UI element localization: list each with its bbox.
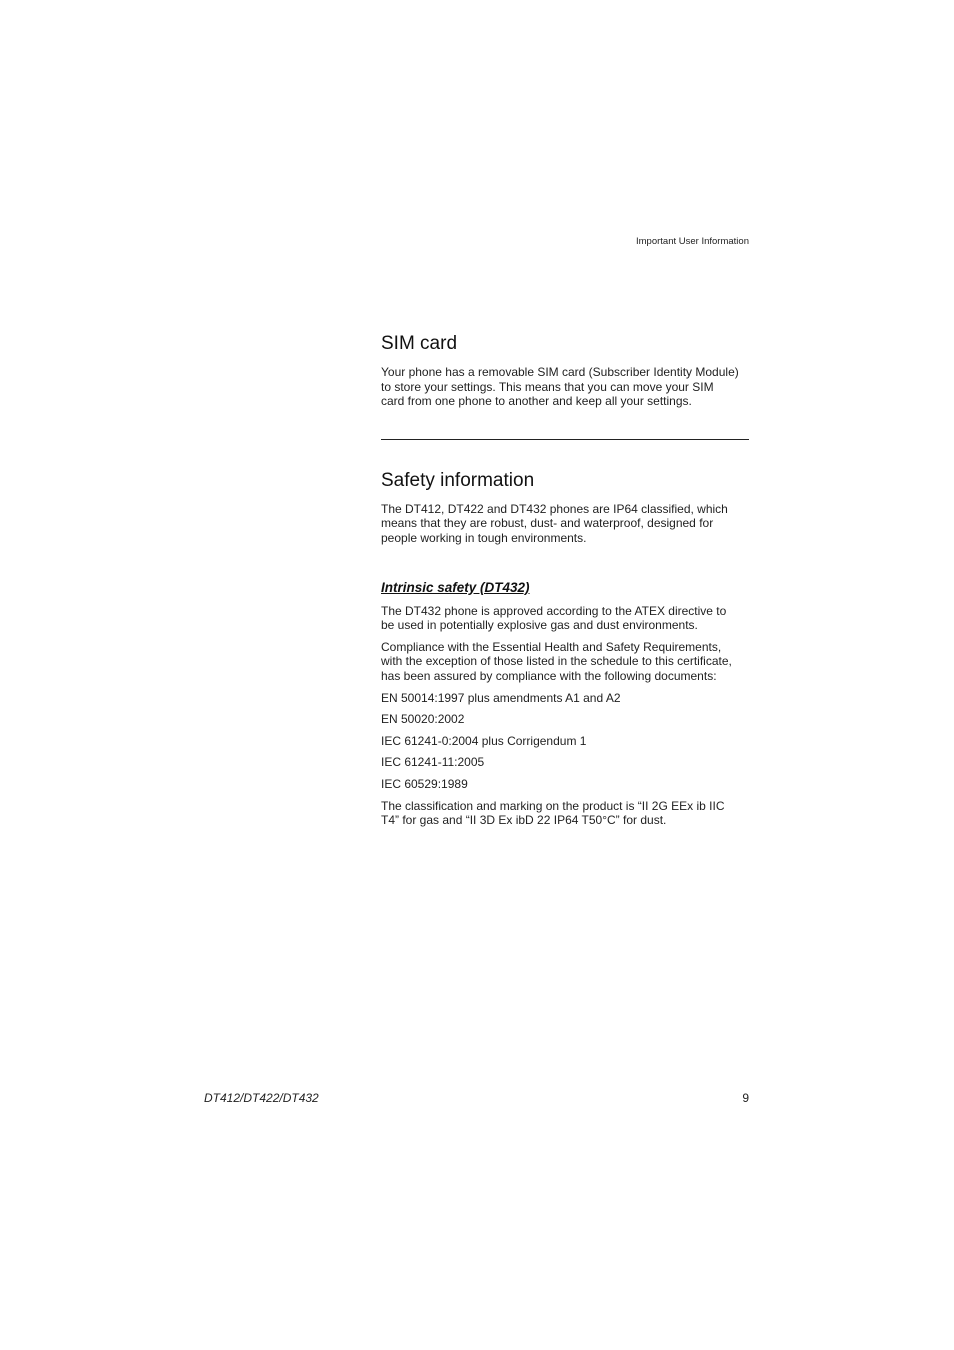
sim-card-paragraph bbox=[381, 365, 751, 409]
classification-line: T4” for gas and “II 3D Ex ibD 22 IP64 T50°C” for dust. bbox=[381, 813, 667, 828]
document-item: EN 50014:1997 plus amendments A1 and A2 bbox=[381, 690, 621, 705]
footer-model: DT412/DT422/DT432 bbox=[204, 1091, 319, 1105]
document-item: IEC 61241-0:2004 plus Corrigendum 1 bbox=[381, 733, 587, 748]
safety-intro-line: people working in tough environments. bbox=[381, 530, 587, 545]
compliance-paragraph bbox=[381, 640, 751, 684]
compliance-line: Compliance with the Essential Health and Safety Requirements, bbox=[381, 639, 722, 654]
compliance-line: has been assured by compliance with the following documents: bbox=[381, 668, 717, 683]
classification-line: The classification and marking on the product is “II 2G EEx ib IIC bbox=[381, 798, 725, 813]
page-content bbox=[381, 332, 751, 828]
safety-intro-line: The DT412, DT422 and DT432 phones are IP64 classified, which bbox=[381, 501, 728, 516]
safety-intro-paragraph bbox=[381, 502, 751, 546]
document-item: EN 50020:2002 bbox=[381, 712, 465, 727]
compliance-line: with the exception of those listed in the schedule to this certificate, bbox=[381, 654, 732, 669]
sim-card-line: Your phone has a removable SIM card (Subscriber Identity Module) bbox=[381, 365, 739, 379]
sim-card-line: card from one phone to another and keep all your settings. bbox=[381, 394, 692, 409]
section-divider bbox=[381, 439, 749, 440]
footer-page-number: 9 bbox=[742, 1091, 749, 1105]
safety-heading: Safety information bbox=[381, 469, 535, 491]
approval-line: be used in potentially explosive gas and dust environments. bbox=[381, 618, 698, 633]
safety-intro-line: means that they are robust, dust- and waterproof, designed for bbox=[381, 516, 714, 531]
sim-card-line: to store your settings. This means that you can move your SIM bbox=[381, 379, 714, 394]
sim-card-heading: SIM card bbox=[381, 333, 458, 354]
running-header: Important User Information bbox=[636, 236, 749, 247]
classification-paragraph bbox=[381, 799, 751, 828]
approval-paragraph bbox=[381, 604, 751, 633]
intrinsic-safety-heading: Intrinsic safety (DT432) bbox=[381, 579, 530, 595]
document-item: IEC 61241-11:2005 bbox=[381, 755, 485, 770]
approval-line: The DT432 phone is approved according to the ATEX directive to bbox=[381, 603, 727, 618]
document-item: IEC 60529:1989 bbox=[381, 776, 468, 791]
